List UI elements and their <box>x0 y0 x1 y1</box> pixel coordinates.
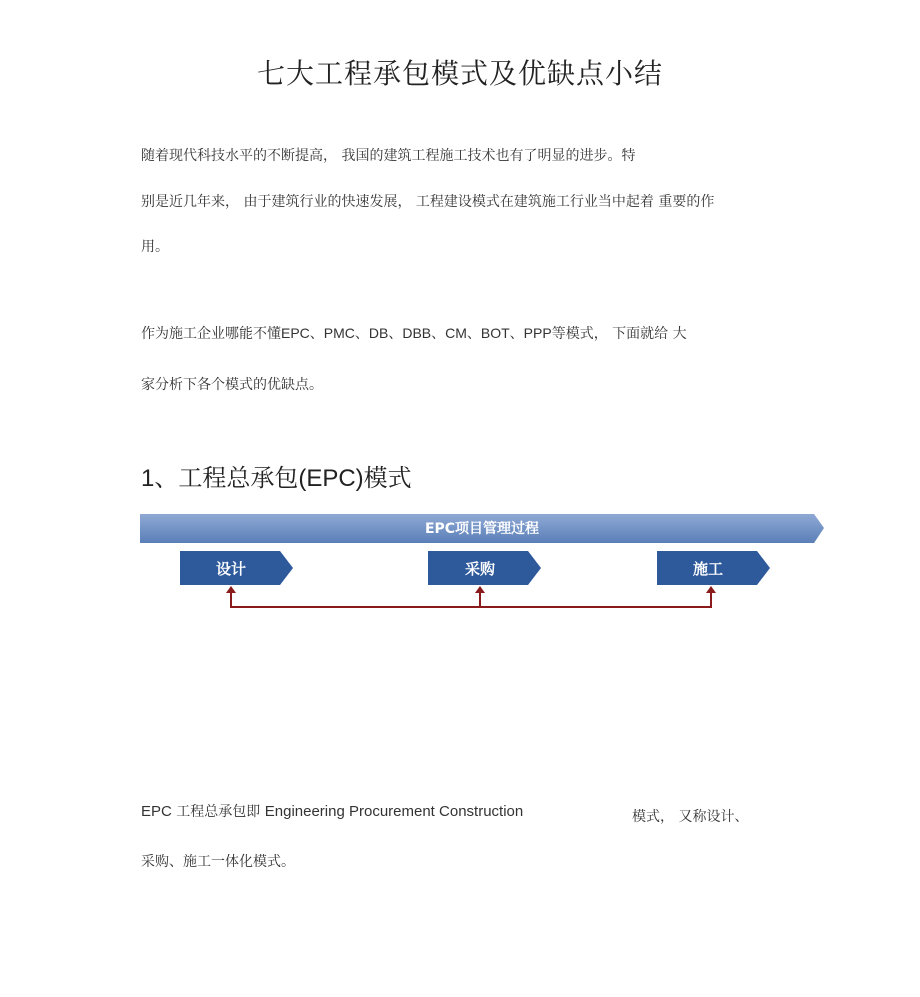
intro-line-3: 用。 <box>141 239 169 255</box>
epc-desc-tail: 模式， 又称设计、 <box>632 809 749 825</box>
epc-process-diagram <box>140 512 825 617</box>
step-label-procurement: 采购 <box>464 560 496 578</box>
feedback-connector <box>231 590 711 607</box>
para2-modes: EPC、PMC、DB、DBB、CM、BOT、PPP <box>281 325 552 341</box>
para2-suffix: 等模式， 下面就给 大 <box>551 326 687 342</box>
para2-line-1 <box>141 323 687 343</box>
intro-line-1: 随着现代科技水平的不断提高， 我国的建筑工程施工技术也有了明显的进步。特 <box>141 148 636 164</box>
para2-line-2: 家分析下各个模式的优缺点。 <box>141 377 323 393</box>
epc-desc-prefix: EPC <box>141 803 172 820</box>
epc-desc-line-2: 采购、施工一体化模式。 <box>141 854 295 870</box>
epc-banner-label: EPC项目管理过程 <box>424 521 540 537</box>
intro-line-2: 别是近几年来， 由于建筑行业的快速发展， 工程建设模式在建筑施工行业当中起着 重要的作 <box>141 194 715 210</box>
step-label-design: 设计 <box>215 560 247 578</box>
epc-desc-line-1 <box>141 801 523 821</box>
epc-desc-en: Engineering Procurement Construction <box>264 803 524 820</box>
step-label-construction: 施工 <box>692 560 724 578</box>
para2-prefix: 作为施工企业哪能不懂 <box>141 326 281 342</box>
document-title: 七大工程承包模式及优缺点小结 <box>256 57 663 90</box>
section-heading-epc: 1、工程总承包(EPC)模式 <box>141 465 412 492</box>
epc-desc-cn: 工程总承包即 <box>171 804 265 820</box>
epc-diagram-svg <box>140 512 825 617</box>
connector-arrowheads <box>226 586 716 593</box>
